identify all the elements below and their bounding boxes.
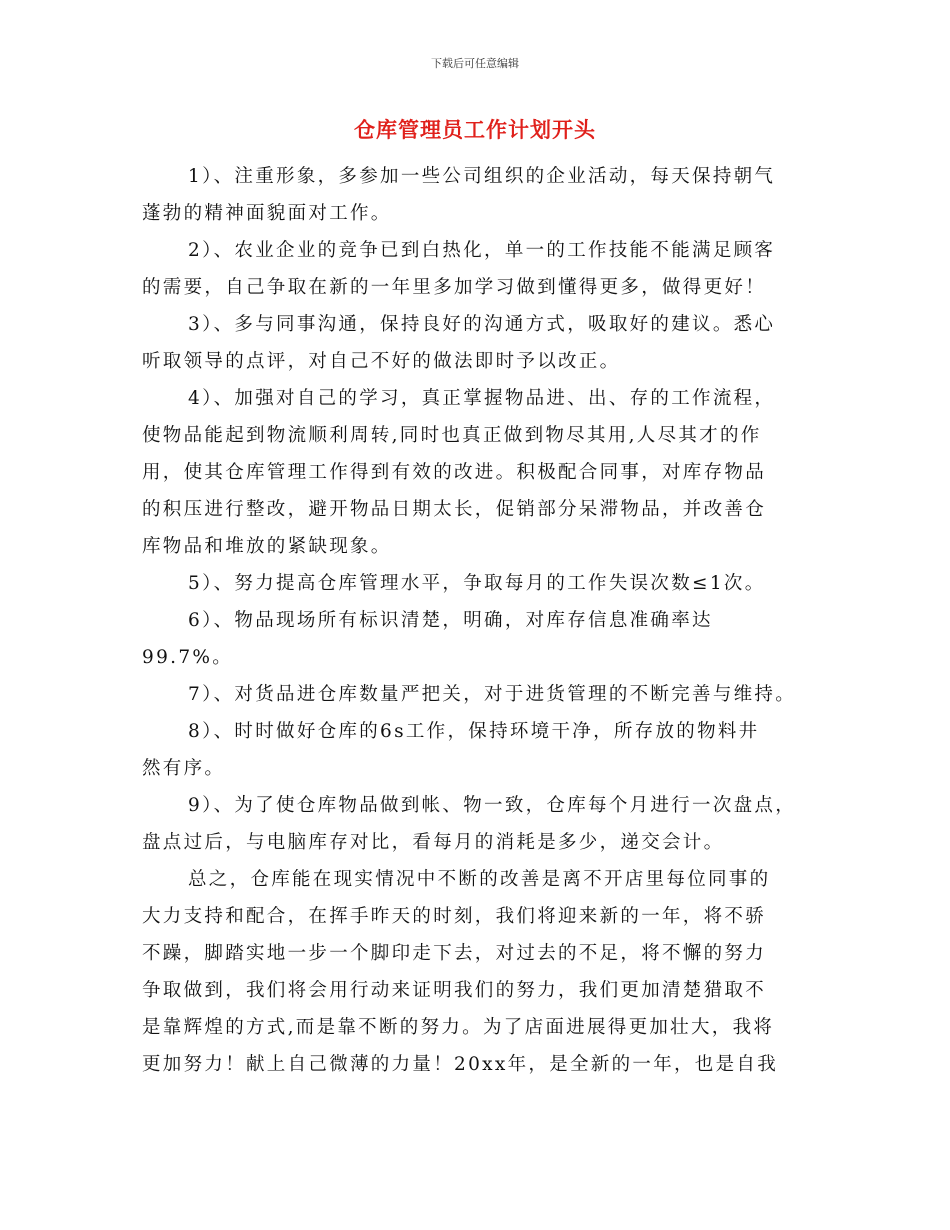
text-line: 99.7%。 [142,647,234,668]
text-line: 8）、时时做好仓库的6s工作，保持环境干净，所存放的物料井 [188,721,760,742]
text-line: 6）、物品现场所有标识清楚，明确，对库存信息准确率达 [188,610,713,631]
text-line: 5）、努力提高仓库管理水平，争取每月的工作失误次数≤1次。 [188,573,766,594]
text-line: 盘点过后，与电脑库存对比，看每月的消耗是多少，递交会计。 [142,832,725,853]
text-line: 然有序。 [142,758,226,779]
text-line: 大力支持和配合，在挥手昨天的时刻，我们将迎来新的一年，将不骄 [142,906,767,927]
text-line: 不躁，脚踏实地一步一个脚印走下去，对过去的不足，将不懈的努力 [142,943,767,964]
text-line: 9）、为了使仓库物品做到帐、物一致，仓库每个月进行一次盘点， [188,795,797,816]
text-line: 7）、对货品进仓库数量严把关，对于进货管理的不断完善与维持。 [188,684,797,705]
text-line: 的需要，自己争取在新的一年里多加学习做到懂得更多，做得更好！ [142,277,767,298]
text-line: 争取做到，我们将会用行动来证明我们的努力，我们更加清楚猎取不 [142,980,767,1001]
text-line: 是靠辉煌的方式,而是靠不断的努力。为了店面进展得更加壮大，我将 [142,1017,775,1038]
text-line: 3）、多与同事沟通，保持良好的沟通方式，吸取好的建议。悉心 [188,314,776,335]
text-line: 听取领导的点评，对自己不好的做法即时予以改正。 [142,351,621,372]
text-line: 4）、加强对自己的学习，真正掌握物品进、出、存的工作流程， [188,388,776,409]
text-line: 蓬勃的精神面貌面对工作。 [142,203,392,224]
text-line: 更加努力！献上自己微薄的力量！20xx年，是全新的一年，也是自我 [142,1054,779,1075]
header-note: 下载后可任意编辑 [431,57,519,70]
text-line: 使物品能起到物流顺利周转,同时也真正做到物尽其用,人尽其才的作 [142,425,762,446]
text-line: 2）、农业企业的竞争已到白热化，单一的工作技能不能满足顾客 [188,240,776,261]
document-title: 仓库管理员工作计划开头 [354,118,596,142]
text-line: 库物品和堆放的紧缺现象。 [142,536,392,557]
text-line: 1）、注重形象，多参加一些公司组织的企业活动，每天保持朝气 [188,166,776,187]
text-line: 总之，仓库能在现实情况中不断的改善是离不开店里每位同事的 [188,869,771,890]
text-line: 的积压进行整改，避开物品日期太长，促销部分呆滞物品，并改善仓 [142,499,767,520]
text-line: 用，使其仓库管理工作得到有效的改进。积极配合同事，对库存物品 [142,462,767,483]
document-body [142,158,812,1083]
